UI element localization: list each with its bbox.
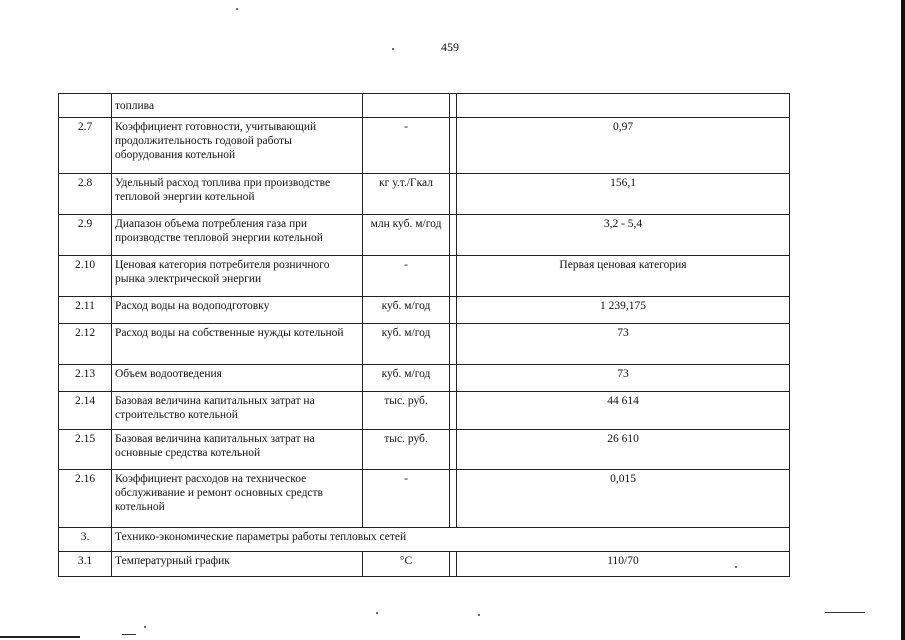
- table-row: [59, 392, 790, 430]
- row-gap: [450, 118, 457, 174]
- row-value: 3,2 - 5,4: [457, 215, 790, 256]
- row-parameter: Диапазон объема потребления газа при производстве тепловой энергии котельной: [112, 215, 363, 256]
- row-gap: [450, 297, 457, 324]
- scan-edge-line: [825, 612, 865, 613]
- row-unit: млн куб. м/год: [363, 215, 450, 256]
- row-parameter: Базовая величина капитальных затрат на основные средства котельной: [112, 430, 363, 470]
- row-parameter: Базовая величина капитальных затрат на строительство котельной: [112, 392, 363, 430]
- row-unit: -: [363, 118, 450, 174]
- row-parameter: Удельный расход топлива при производстве тепловой энергии котельной: [112, 174, 363, 215]
- row-parameter: Ценовая категория потребителя розничного рынка электрической энергии: [112, 256, 363, 297]
- row-parameter: топлива: [112, 94, 363, 118]
- scan-edge-line: [122, 634, 136, 635]
- table-row: [59, 430, 790, 470]
- row-parameter: Объем водоотведения: [112, 365, 363, 392]
- row-value: 1 239,175: [457, 297, 790, 324]
- section-title: Технико-экономические параметры работы тепловых сетей: [112, 528, 790, 552]
- row-unit: [363, 94, 450, 118]
- row-unit: куб. м/год: [363, 324, 450, 365]
- row-number: 2.9: [59, 215, 112, 256]
- row-gap: [450, 552, 457, 577]
- table-row: [59, 94, 790, 118]
- row-number: 3.1: [59, 552, 112, 577]
- scan-speck: [144, 626, 146, 628]
- row-number: [59, 94, 112, 118]
- row-gap: [450, 392, 457, 430]
- scan-speck: [392, 48, 394, 50]
- section-header-row: [59, 528, 790, 552]
- row-gap: [450, 365, 457, 392]
- row-parameter: Температурный график: [112, 552, 363, 577]
- row-unit: куб. м/год: [363, 297, 450, 324]
- scan-speck: [376, 612, 378, 614]
- scan-edge-shadow: [901, 0, 905, 640]
- row-number: 2.8: [59, 174, 112, 215]
- row-number: 2.15: [59, 430, 112, 470]
- row-parameter: Расход воды на собственные нужды котельной: [112, 324, 363, 365]
- row-value: Первая ценовая категория: [457, 256, 790, 297]
- row-unit: куб. м/год: [363, 365, 450, 392]
- table-row: [59, 215, 790, 256]
- row-gap: [450, 430, 457, 470]
- row-value: 0,97: [457, 118, 790, 174]
- row-number: 2.11: [59, 297, 112, 324]
- row-unit: -: [363, 256, 450, 297]
- row-value: 26 610: [457, 430, 790, 470]
- row-value: [457, 94, 790, 118]
- page-number: 459: [441, 40, 459, 54]
- row-gap: [450, 215, 457, 256]
- row-gap: [450, 470, 457, 528]
- table-row: [59, 365, 790, 392]
- row-unit: тыс. руб.: [363, 392, 450, 430]
- table-row: [59, 174, 790, 215]
- row-gap: [450, 174, 457, 215]
- row-gap: [450, 324, 457, 365]
- table-row: [59, 256, 790, 297]
- row-number: 2.14: [59, 392, 112, 430]
- row-parameter: Коэффициент расходов на техническое обслуживание и ремонт основных средств котельной: [112, 470, 363, 528]
- row-number: 2.12: [59, 324, 112, 365]
- table-row: [59, 297, 790, 324]
- row-unit: °C: [363, 552, 450, 577]
- row-gap: [450, 94, 457, 118]
- scan-speck: [236, 8, 238, 10]
- row-value: 73: [457, 365, 790, 392]
- table-row: [59, 552, 790, 577]
- row-value: 73: [457, 324, 790, 365]
- scan-speck: [478, 614, 480, 616]
- row-gap: [450, 256, 457, 297]
- row-unit: -: [363, 470, 450, 528]
- row-parameter: Коэффициент готовности, учитывающий продолжительность годовой работы оборудования котельной: [112, 118, 363, 174]
- row-value: 110/70: [457, 552, 790, 577]
- row-number: 2.7: [59, 118, 112, 174]
- row-value: 0,015: [457, 470, 790, 528]
- parameters-table: [58, 93, 790, 577]
- row-unit: тыс. руб.: [363, 430, 450, 470]
- row-number: 2.16: [59, 470, 112, 528]
- section-number: 3.: [59, 528, 112, 552]
- table-row: [59, 118, 790, 174]
- table-row: [59, 470, 790, 528]
- row-parameter: Расход воды на водоподготовку: [112, 297, 363, 324]
- row-number: 2.13: [59, 365, 112, 392]
- row-value: 156,1: [457, 174, 790, 215]
- row-unit: кг у.т./Гкал: [363, 174, 450, 215]
- scan-edge-line: [0, 636, 80, 638]
- row-number: 2.10: [59, 256, 112, 297]
- row-value: 44 614: [457, 392, 790, 430]
- table-row: [59, 324, 790, 365]
